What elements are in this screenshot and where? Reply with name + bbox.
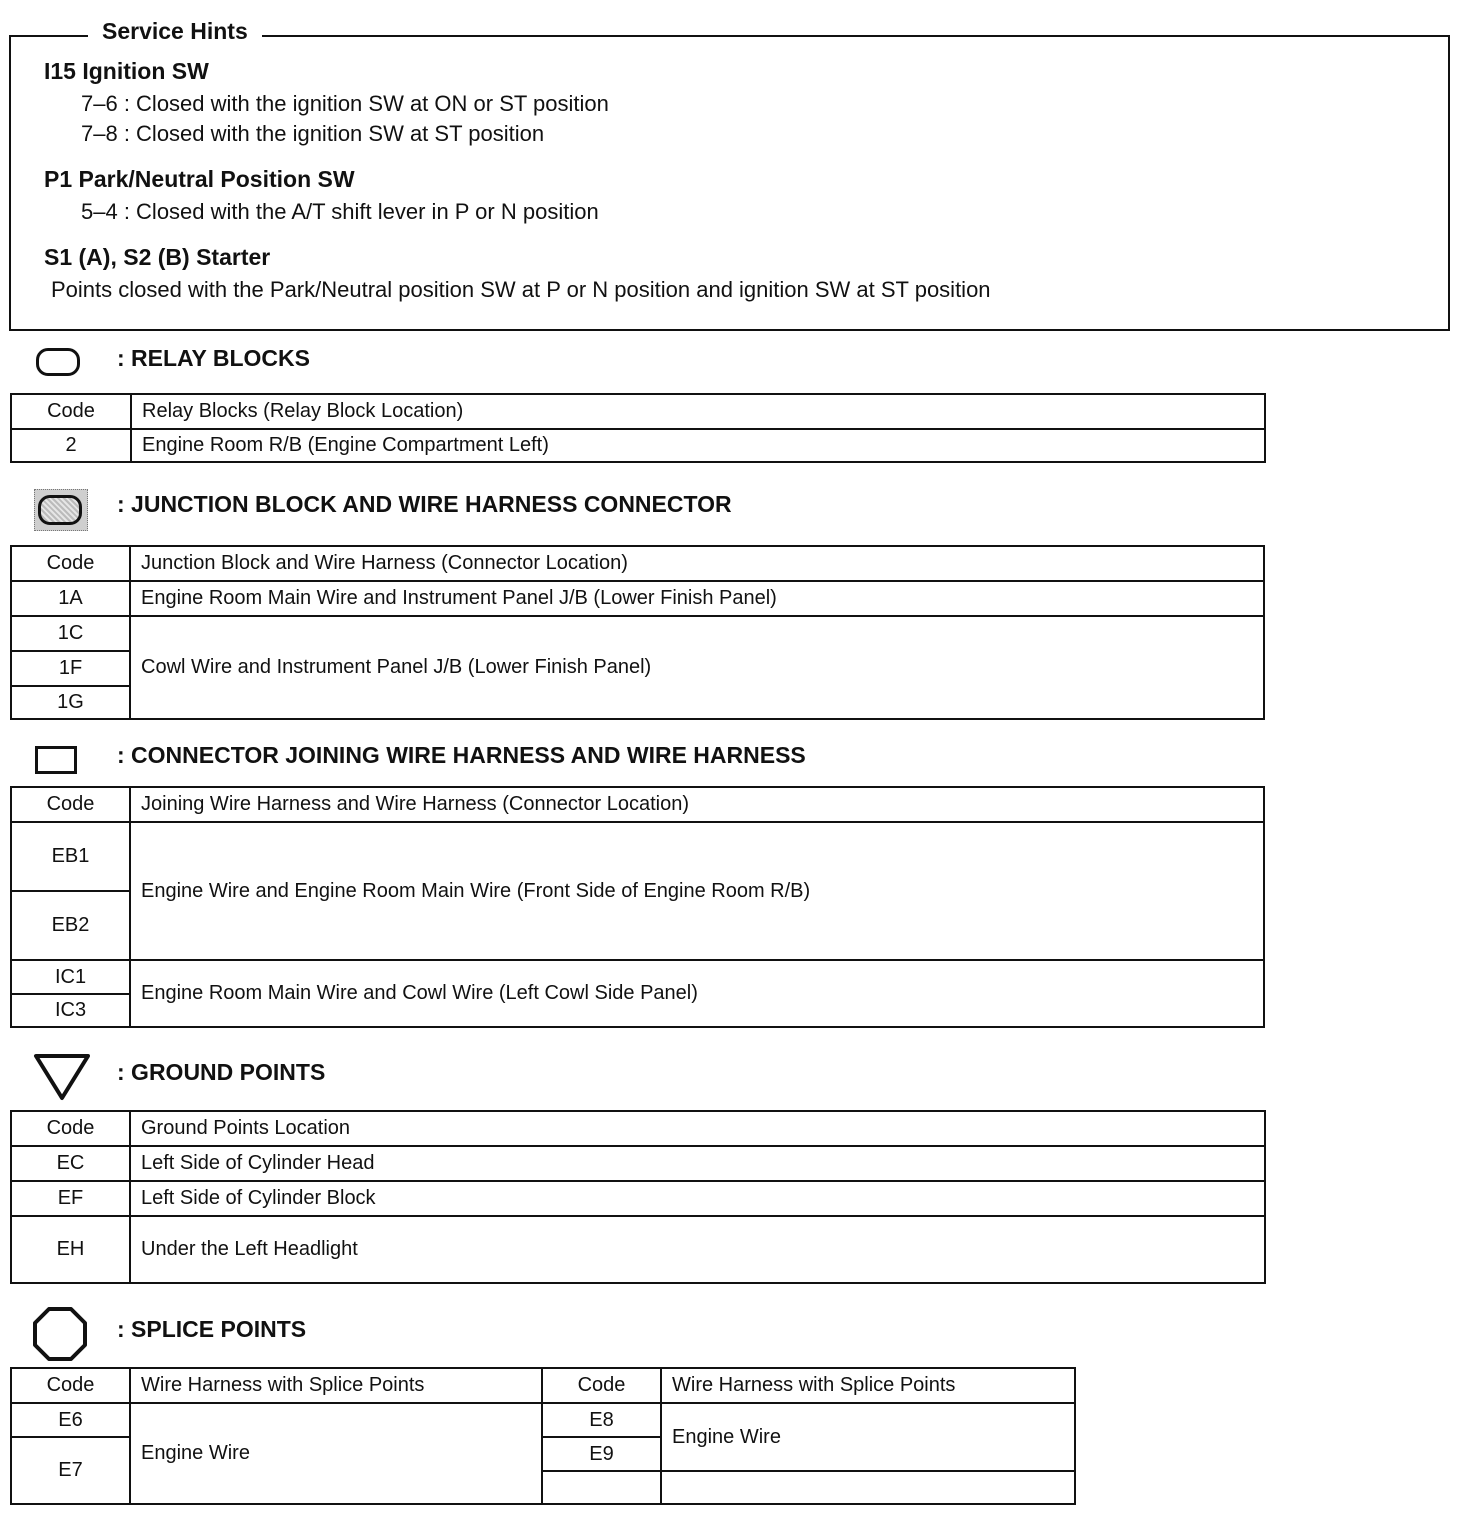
- splice-points-table-right: [541, 1367, 1076, 1505]
- code-cell: IC1: [11, 960, 130, 994]
- table-header-row: [11, 1111, 1265, 1146]
- junction-block-icon: [38, 495, 82, 525]
- desc-cell: Engine Wire and Engine Room Main Wire (Front Side of Engine Room R/B): [130, 822, 1264, 960]
- table-row: [11, 822, 1264, 891]
- ground-points-table: [10, 1110, 1266, 1284]
- header-code: Code: [11, 1111, 130, 1146]
- header-desc: Junction Block and Wire Harness (Connector Location): [130, 546, 1264, 581]
- table-header-row: [11, 1368, 542, 1403]
- desc-cell: Under the Left Headlight: [130, 1216, 1265, 1283]
- code-cell: 1G: [11, 686, 130, 719]
- desc-cell: Engine Wire: [130, 1403, 542, 1504]
- header-desc: Wire Harness with Splice Points: [661, 1368, 1075, 1403]
- code-cell: EB2: [11, 891, 130, 960]
- splice-point-icon: [32, 1306, 88, 1362]
- hint-heading-park-neutral-sw: P1 Park/Neutral Position SW: [44, 166, 355, 192]
- table-row: [542, 1471, 1075, 1504]
- table-header-row: [542, 1368, 1075, 1403]
- table-row: [11, 429, 1265, 462]
- hint-line: Points closed with the Park/Neutral position SW at P or N position and ignition SW at ST position: [51, 277, 991, 302]
- table-row: [542, 1403, 1075, 1437]
- header-desc: Wire Harness with Splice Points: [130, 1368, 542, 1403]
- table-row: [11, 1403, 542, 1437]
- code-cell: E9: [542, 1437, 661, 1471]
- code-cell: 1A: [11, 581, 130, 616]
- relay-blocks-title: : RELAY BLOCKS: [117, 345, 310, 371]
- code-cell: EB1: [11, 822, 130, 891]
- hint-line: 5–4 : Closed with the A/T shift lever in P or N position: [81, 199, 599, 224]
- table-row: [11, 1216, 1265, 1283]
- header-code: Code: [11, 1368, 130, 1403]
- code-cell: EC: [11, 1146, 130, 1181]
- connector-title: : CONNECTOR JOINING WIRE HARNESS AND WIRE HARNESS: [117, 742, 806, 768]
- code-cell: 1C: [11, 616, 130, 651]
- desc-cell: Engine Room R/B (Engine Compartment Left): [131, 429, 1265, 462]
- splice-points-table-left: [10, 1367, 543, 1505]
- service-hints-title: Service Hints: [88, 18, 262, 45]
- code-cell: EH: [11, 1216, 130, 1283]
- table-header-row: [11, 394, 1265, 429]
- relay-blocks-table: [10, 393, 1266, 463]
- code-cell: EF: [11, 1181, 130, 1216]
- table-row: [11, 1146, 1265, 1181]
- code-cell: 1F: [11, 651, 130, 686]
- ground-point-icon: [32, 1052, 92, 1104]
- header-code: Code: [542, 1368, 661, 1403]
- hint-line: 7–8 : Closed with the ignition SW at ST position: [81, 121, 545, 146]
- header-code: Code: [11, 546, 130, 581]
- table-row: [11, 1181, 1265, 1216]
- header-code: Code: [11, 394, 131, 429]
- desc-cell: Cowl Wire and Instrument Panel J/B (Lower Finish Panel): [130, 616, 1264, 719]
- connector-icon: [35, 746, 77, 774]
- table-header-row: [11, 787, 1264, 822]
- hint-line: 7–6 : Closed with the ignition SW at ON or ST position: [81, 91, 609, 116]
- splice-points-title: : SPLICE POINTS: [117, 1316, 307, 1342]
- connector-table: [10, 786, 1265, 1028]
- table-row: [11, 581, 1264, 616]
- header-desc: Relay Blocks (Relay Block Location): [131, 394, 1265, 429]
- header-desc: Joining Wire Harness and Wire Harness (Connector Location): [130, 787, 1264, 822]
- empty-cell: [661, 1471, 1075, 1504]
- code-cell: E7: [11, 1437, 130, 1504]
- code-cell: 2: [11, 429, 131, 462]
- ground-points-title: : GROUND POINTS: [117, 1059, 326, 1085]
- header-desc: Ground Points Location: [130, 1111, 1265, 1146]
- code-cell: E8: [542, 1403, 661, 1437]
- desc-cell: Engine Room Main Wire and Instrument Panel J/B (Lower Finish Panel): [130, 581, 1264, 616]
- junction-block-title: : JUNCTION BLOCK AND WIRE HARNESS CONNECTOR: [117, 491, 732, 517]
- junction-block-table: [10, 545, 1265, 720]
- relay-block-icon: [36, 348, 80, 376]
- table-row: [11, 616, 1264, 651]
- code-cell: E6: [11, 1403, 130, 1437]
- desc-cell: Engine Wire: [661, 1403, 1075, 1471]
- header-code: Code: [11, 787, 130, 822]
- hint-heading-starter: S1 (A), S2 (B) Starter: [44, 244, 271, 270]
- empty-cell: [542, 1471, 661, 1504]
- table-header-row: [11, 546, 1264, 581]
- desc-cell: Left Side of Cylinder Block: [130, 1181, 1265, 1216]
- code-cell: IC3: [11, 994, 130, 1027]
- table-row: [11, 960, 1264, 994]
- desc-cell: Left Side of Cylinder Head: [130, 1146, 1265, 1181]
- desc-cell: Engine Room Main Wire and Cowl Wire (Left Cowl Side Panel): [130, 960, 1264, 1027]
- hint-heading-ignition-sw: I15 Ignition SW: [44, 58, 209, 84]
